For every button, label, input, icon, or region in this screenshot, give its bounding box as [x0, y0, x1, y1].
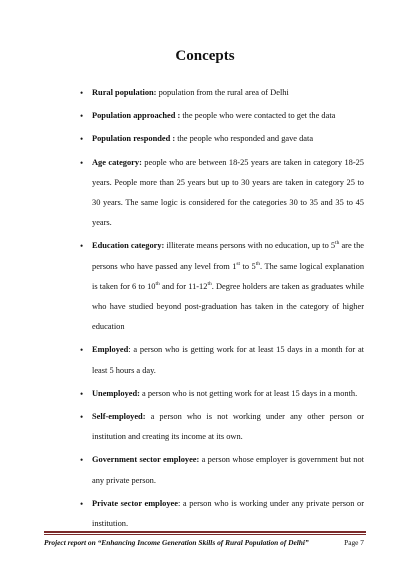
concept-term: Private sector employee	[92, 498, 178, 508]
concept-definition: : a person who is getting work for at least 15 days in a month for at least 5 hours a day.	[92, 345, 364, 375]
concept-definition: . Degree holders are taken as graduates while who have studied beyond post-graduation has taken in the category of higher education	[92, 281, 364, 332]
ordinal-suffix: th	[255, 260, 261, 267]
concept-definition: illiterate means persons with no education, up to 5	[164, 241, 336, 251]
concept-item	[80, 153, 364, 234]
concepts-list	[80, 83, 365, 537]
concept-definition: to 5	[240, 261, 256, 271]
concept-definition: and for 11-12	[159, 281, 208, 291]
concept-item	[80, 129, 364, 149]
concept-definition: a person who is not working under any other person or institution and creating its income at its own.	[92, 412, 364, 442]
concept-item	[80, 340, 364, 380]
concept-definition: people who are between 18-25 years are taken in category 18-25 years. People more than 25 years but up to 30 years are taken in category 25 to 30 years. The same logic is considered for the categories 30 to 35 and 35 to 45 years.	[92, 157, 364, 228]
concept-item	[80, 450, 364, 490]
bullet-icon: •	[80, 455, 84, 466]
concept-definition: a person whose employer is government but not any private person.	[92, 455, 364, 485]
footer-divider-thin	[44, 534, 366, 535]
ordinal-suffix: th	[155, 281, 160, 288]
concept-term: Education category:	[92, 241, 165, 251]
concept-item	[80, 83, 364, 103]
bullet-icon: •	[80, 498, 84, 509]
concept-term: Population approached :	[92, 111, 181, 121]
bullet-icon: •	[80, 241, 84, 252]
concept-item	[80, 384, 364, 404]
concept-term: Employed	[92, 345, 129, 355]
concept-definition: : a person who is working under any private person or institution.	[92, 498, 364, 529]
concept-definition: population from the rural area of Delhi	[156, 88, 289, 97]
footer-report-title: Project report on “Enhancing Income Generation Skills of Rural Population of Delhi”	[44, 538, 309, 547]
bullet-icon: •	[80, 345, 84, 356]
concept-definition: the people who were contacted to get the data	[180, 111, 336, 121]
concept-term: Population responded :	[92, 134, 176, 144]
bullet-icon: •	[80, 88, 84, 98]
concept-term: Rural population:	[92, 88, 157, 97]
ordinal-suffix: th	[335, 240, 340, 247]
concept-term: Unemployed:	[92, 388, 140, 398]
concept-term: Self-employed:	[92, 412, 146, 422]
concept-item	[80, 236, 365, 337]
concept-definition: a person who is not getting work for at least 15 days in a month.	[139, 388, 358, 398]
footer-divider	[44, 531, 366, 533]
concept-definition: the people who responded and gave data	[175, 134, 314, 144]
page-title: Concepts	[175, 48, 235, 64]
bullet-icon: •	[80, 412, 84, 423]
concept-definition: are the persons who have passed any level from 1	[92, 241, 364, 271]
concept-item	[80, 494, 364, 534]
concept-item	[80, 106, 364, 126]
concept-definition: . The same logical explanation is taken for 6 to 10	[92, 261, 365, 291]
bullet-icon: •	[80, 388, 84, 399]
concept-term: Government sector employee:	[92, 455, 200, 465]
bullet-icon: •	[80, 157, 84, 168]
ordinal-suffix: th	[207, 281, 212, 288]
ordinal-suffix: st	[236, 260, 241, 267]
page-number: Page 7	[344, 538, 364, 547]
bullet-icon: •	[80, 134, 84, 145]
concept-term: Age category:	[92, 157, 142, 167]
concept-item	[80, 407, 364, 447]
bullet-icon: •	[80, 111, 84, 122]
